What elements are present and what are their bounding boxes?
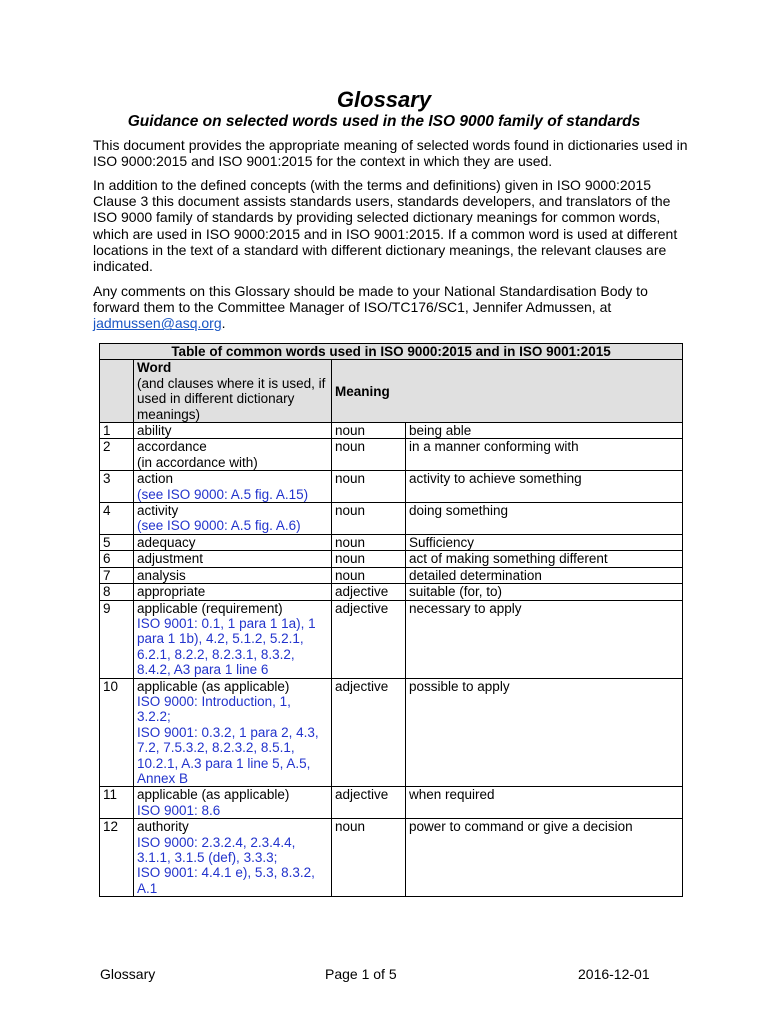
row-number: 4 [100,503,134,535]
word-text: applicable (as applicable) [137,678,290,694]
comments-paragraph [93,283,693,332]
row-pos: noun [332,567,406,583]
row-word [134,471,332,503]
word-reference: ISO 9001: 0.1, 1 para 1 1a), 1 para 1 1b), 4.2, 5.1.2, 5.2.1, 6.2.1, 8.2.2, 8.2.3.1, 8.3.2, 8.4.2, A3 para 1 line 6 [137,615,316,678]
table-row [100,503,683,535]
word-reference: ISO 9001: 8.6 [137,802,221,818]
comments-end: . [221,315,226,332]
footer-page-number: Page 1 of 5 [325,966,397,982]
table-row [100,584,683,600]
word-reference: ISO 9000: Introduction, 1, 3.2.2; [137,693,291,725]
row-number: 10 [100,678,134,787]
row-meaning: power to command or give a decision [406,819,683,897]
table-row [100,471,683,503]
word-text: adequacy [137,534,196,550]
row-word [134,600,332,678]
word-text: ability [137,423,172,439]
row-meaning: activity to achieve something [406,471,683,503]
table-row [100,787,683,819]
table-row [100,819,683,897]
row-word [134,439,332,471]
row-number: 8 [100,584,134,600]
word-text: action [137,471,174,487]
table-row [100,551,683,567]
row-pos: noun [332,503,406,535]
word-text: appropriate [137,584,206,600]
glossary-table [99,343,683,897]
row-meaning: necessary to apply [406,600,683,678]
row-meaning: suitable (for, to) [406,584,683,600]
table-row [100,600,683,678]
row-number: 5 [100,534,134,550]
row-pos: noun [332,551,406,567]
row-number: 3 [100,471,134,503]
email-link[interactable]: jadmussen@asq.org [93,315,222,332]
row-pos: adjective [332,600,406,678]
row-number: 12 [100,819,134,897]
intro-paragraph-2: In addition to the defined concepts (with the terms and definitions) given in ISO 9000:2015 Clause 3 this document assists standards users, standards developers, and translators of the ISO 9000 family of standards by providing selected dictionary meanings for common words, which are used in ISO 9000:2015 and in ISO 9001:2015. If a common word is used at different locations in the text of a standard with different dictionary meanings, the relevant clauses are indicated. [93,177,678,275]
word-reference-2: ISO 9001: 4.4.1 e), 5.3, 8.3.2, A.1 [137,865,315,896]
word-text: adjustment [137,551,204,567]
row-number: 11 [100,787,134,819]
row-word [134,584,332,600]
word-text: applicable (requirement) [137,600,283,616]
row-pos: noun [332,471,406,503]
word-reference: (see ISO 9000: A.5 fig. A.6) [137,518,301,534]
word-reference-2: ISO 9001: 0.3.2, 1 para 2, 4.3, 7.2, 7.5.3.2, 8.2.3.2, 8.5.1, 10.2.1, A.3 para 1 line 5, A.5, Annex B [137,724,319,786]
intro-paragraph-1: This document provides the appropriate meaning of selected words found in dictionaries used in ISO 9000:2015 and ISO 9001:2015 for the context in which they are used. [93,137,688,170]
row-number: 7 [100,567,134,583]
row-number: 1 [100,423,134,439]
row-pos: noun [332,819,406,897]
header-word-note: (and clauses where it is used, if used in different dictionary meanings) [137,375,326,422]
table-row [100,567,683,583]
word-text: authority [137,819,189,835]
header-word: Word [137,360,172,376]
header-word-cell [134,360,332,423]
row-number: 6 [100,551,134,567]
row-meaning: Sufficiency [406,534,683,550]
row-meaning: in a manner conforming with [406,439,683,471]
row-meaning: possible to apply [406,678,683,787]
table-header-row [100,360,683,423]
comments-text: Any comments on this Glossary should be made to your National Standardisation Body to forward them to the Committee Manager of ISO/TC176/SC1, Jennifer Admussen, at [93,283,648,316]
word-note: (in accordance with) [137,454,258,470]
table-row [100,439,683,471]
row-pos: noun [332,439,406,471]
row-number: 2 [100,439,134,471]
row-meaning: act of making something different [406,551,683,567]
row-meaning: when required [406,787,683,819]
row-word [134,819,332,897]
word-text: analysis [137,567,186,583]
row-meaning: being able [406,423,683,439]
row-word [134,534,332,550]
row-word [134,503,332,535]
header-num-cell [100,360,134,423]
footer-title: Glossary [100,966,156,982]
page-subtitle: Guidance on selected words used in the ISO 9000 family of standards [127,113,641,130]
row-pos: adjective [332,678,406,787]
row-pos: noun [332,534,406,550]
table-row [100,534,683,550]
row-word [134,423,332,439]
row-pos: adjective [332,584,406,600]
header-meaning: Meaning [332,360,683,423]
word-text: activity [137,503,179,519]
table-row [100,678,683,787]
row-number: 9 [100,600,134,678]
word-reference: ISO 9000: 2.3.2.4, 2.3.4.4, 3.1.1, 3.1.5 (def), 3.3.3; [137,834,296,865]
row-word [134,678,332,787]
table-caption: Table of common words used in ISO 9000:2015 and in ISO 9001:2015 [100,344,683,360]
page-title: Glossary [336,87,432,112]
word-text: applicable (as applicable) [137,787,290,803]
row-meaning: detailed determination [406,567,683,583]
row-word [134,567,332,583]
word-text: accordance [137,439,207,455]
row-pos: adjective [332,787,406,819]
table-row [100,423,683,439]
row-word [134,787,332,819]
word-reference: (see ISO 9000: A.5 fig. A.15) [137,486,309,502]
footer-date: 2016-12-01 [578,966,650,982]
row-word [134,551,332,567]
row-pos: noun [332,423,406,439]
row-meaning: doing something [406,503,683,535]
